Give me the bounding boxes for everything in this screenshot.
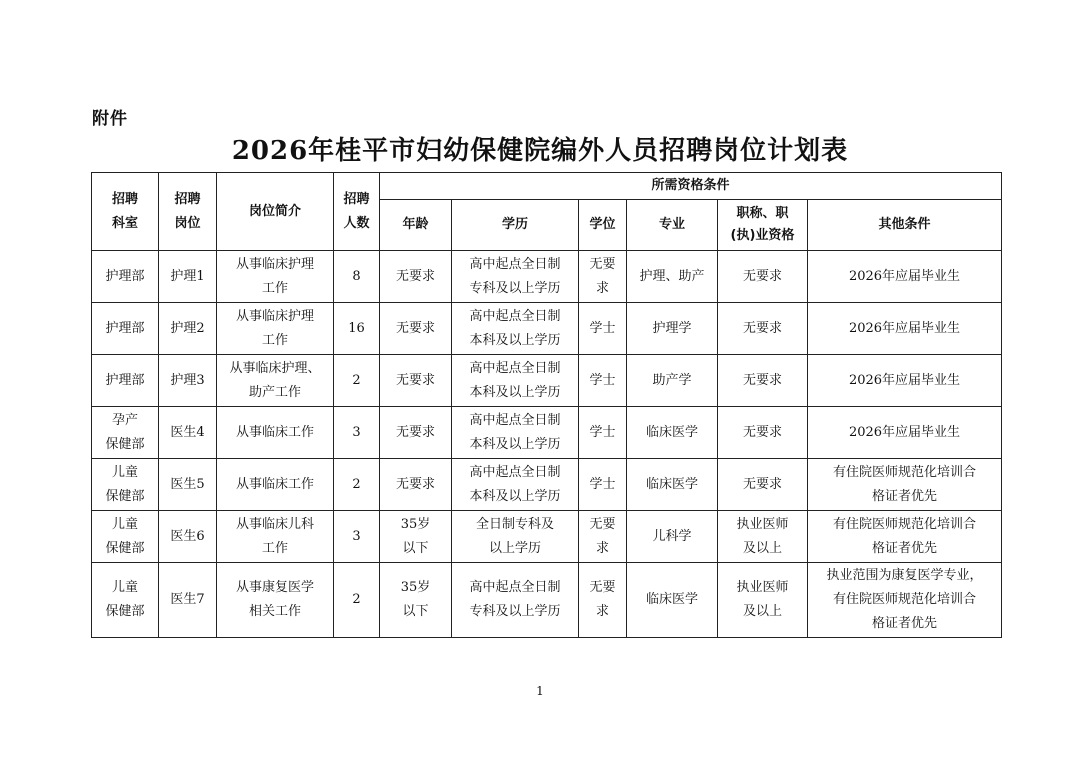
cell-description: 从事临床护理 工作 (217, 251, 334, 303)
cell-major: 护理、助产 (627, 251, 718, 303)
cell-description: 从事临床工作 (217, 407, 334, 459)
table-row (92, 355, 1002, 407)
cell-other: 2026年应届毕业生 (808, 251, 1002, 303)
cell-education: 高中起点全日制 本科及以上学历 (452, 355, 579, 407)
header-position: 招聘 岗位 (159, 173, 217, 251)
cell-age: 35岁 以下 (380, 511, 452, 563)
cell-count: 16 (334, 303, 380, 355)
cell-position: 医生5 (159, 459, 217, 511)
cell-degree: 学士 (579, 407, 627, 459)
cell-major: 儿科学 (627, 511, 718, 563)
cell-count: 2 (334, 459, 380, 511)
cell-title-qualification: 无要求 (718, 459, 808, 511)
cell-education: 全日制专科及 以上学历 (452, 511, 579, 563)
cell-title-qualification: 无要求 (718, 251, 808, 303)
cell-department: 儿童 保健部 (92, 563, 159, 638)
cell-description: 从事康复医学 相关工作 (217, 563, 334, 638)
header-age: 年龄 (380, 200, 452, 251)
cell-title-qualification: 无要求 (718, 355, 808, 407)
table-row (92, 459, 1002, 511)
cell-degree: 学士 (579, 459, 627, 511)
cell-other: 2026年应届毕业生 (808, 407, 1002, 459)
cell-title-qualification: 无要求 (718, 407, 808, 459)
header-description: 岗位简介 (217, 173, 334, 251)
header-title-qualification: 职称、职 (执)业资格 (718, 200, 808, 251)
cell-major: 临床医学 (627, 459, 718, 511)
cell-other: 2026年应届毕业生 (808, 355, 1002, 407)
cell-major: 助产学 (627, 355, 718, 407)
header-education: 学历 (452, 200, 579, 251)
cell-degree: 学士 (579, 303, 627, 355)
table-row (92, 303, 1002, 355)
header-qualifications: 所需资格条件 (380, 173, 1002, 200)
attachment-label: 附件 (92, 109, 128, 129)
cell-department: 护理部 (92, 355, 159, 407)
cell-count: 2 (334, 355, 380, 407)
cell-position: 护理1 (159, 251, 217, 303)
document-title: 2026年桂平市妇幼保健院编外人员招聘岗位计划表 (231, 136, 849, 166)
cell-title-qualification: 执业医师 及以上 (718, 563, 808, 638)
cell-education: 高中起点全日制 专科及以上学历 (452, 563, 579, 638)
header-other: 其他条件 (808, 200, 1002, 251)
table-row (92, 563, 1002, 638)
table-row (92, 511, 1002, 563)
cell-department: 儿童 保健部 (92, 511, 159, 563)
cell-department: 儿童 保健部 (92, 459, 159, 511)
cell-department: 孕产 保健部 (92, 407, 159, 459)
cell-position: 医生4 (159, 407, 217, 459)
cell-other: 有住院医师规范化培训合 格证者优先 (808, 459, 1002, 511)
cell-description: 从事临床护理、 助产工作 (217, 355, 334, 407)
cell-age: 35岁 以下 (380, 563, 452, 638)
cell-age: 无要求 (380, 355, 452, 407)
cell-major: 护理学 (627, 303, 718, 355)
cell-education: 高中起点全日制 本科及以上学历 (452, 407, 579, 459)
header-degree: 学位 (579, 200, 627, 251)
cell-age: 无要求 (380, 407, 452, 459)
cell-description: 从事临床儿科 工作 (217, 511, 334, 563)
table-row (92, 251, 1002, 303)
cell-position: 医生7 (159, 563, 217, 638)
header-department: 招聘 科室 (92, 173, 159, 251)
cell-count: 3 (334, 407, 380, 459)
cell-degree: 无要 求 (579, 563, 627, 638)
cell-count: 2 (334, 563, 380, 638)
header-count: 招聘 人数 (334, 173, 380, 251)
recruitment-plan-table (91, 172, 1002, 638)
cell-degree: 学士 (579, 355, 627, 407)
cell-degree: 无要 求 (579, 251, 627, 303)
cell-description: 从事临床工作 (217, 459, 334, 511)
cell-major: 临床医学 (627, 563, 718, 638)
cell-major: 临床医学 (627, 407, 718, 459)
cell-department: 护理部 (92, 251, 159, 303)
cell-count: 8 (334, 251, 380, 303)
cell-other: 执业范围为康复医学专业， 有住院医师规范化培训合 格证者优先 (808, 563, 1002, 638)
header-major: 专业 (627, 200, 718, 251)
cell-age: 无要求 (380, 459, 452, 511)
cell-degree: 无要 求 (579, 511, 627, 563)
cell-age: 无要求 (380, 251, 452, 303)
cell-other: 有住院医师规范化培训合 格证者优先 (808, 511, 1002, 563)
cell-education: 高中起点全日制 本科及以上学历 (452, 459, 579, 511)
cell-education: 高中起点全日制 专科及以上学历 (452, 251, 579, 303)
table-row (92, 407, 1002, 459)
cell-count: 3 (334, 511, 380, 563)
cell-other: 2026年应届毕业生 (808, 303, 1002, 355)
cell-education: 高中起点全日制 本科及以上学历 (452, 303, 579, 355)
cell-age: 无要求 (380, 303, 452, 355)
cell-title-qualification: 无要求 (718, 303, 808, 355)
cell-position: 护理2 (159, 303, 217, 355)
cell-title-qualification: 执业医师 及以上 (718, 511, 808, 563)
cell-department: 护理部 (92, 303, 159, 355)
cell-description: 从事临床护理 工作 (217, 303, 334, 355)
cell-position: 医生6 (159, 511, 217, 563)
cell-position: 护理3 (159, 355, 217, 407)
page-number: 1 (536, 684, 544, 698)
